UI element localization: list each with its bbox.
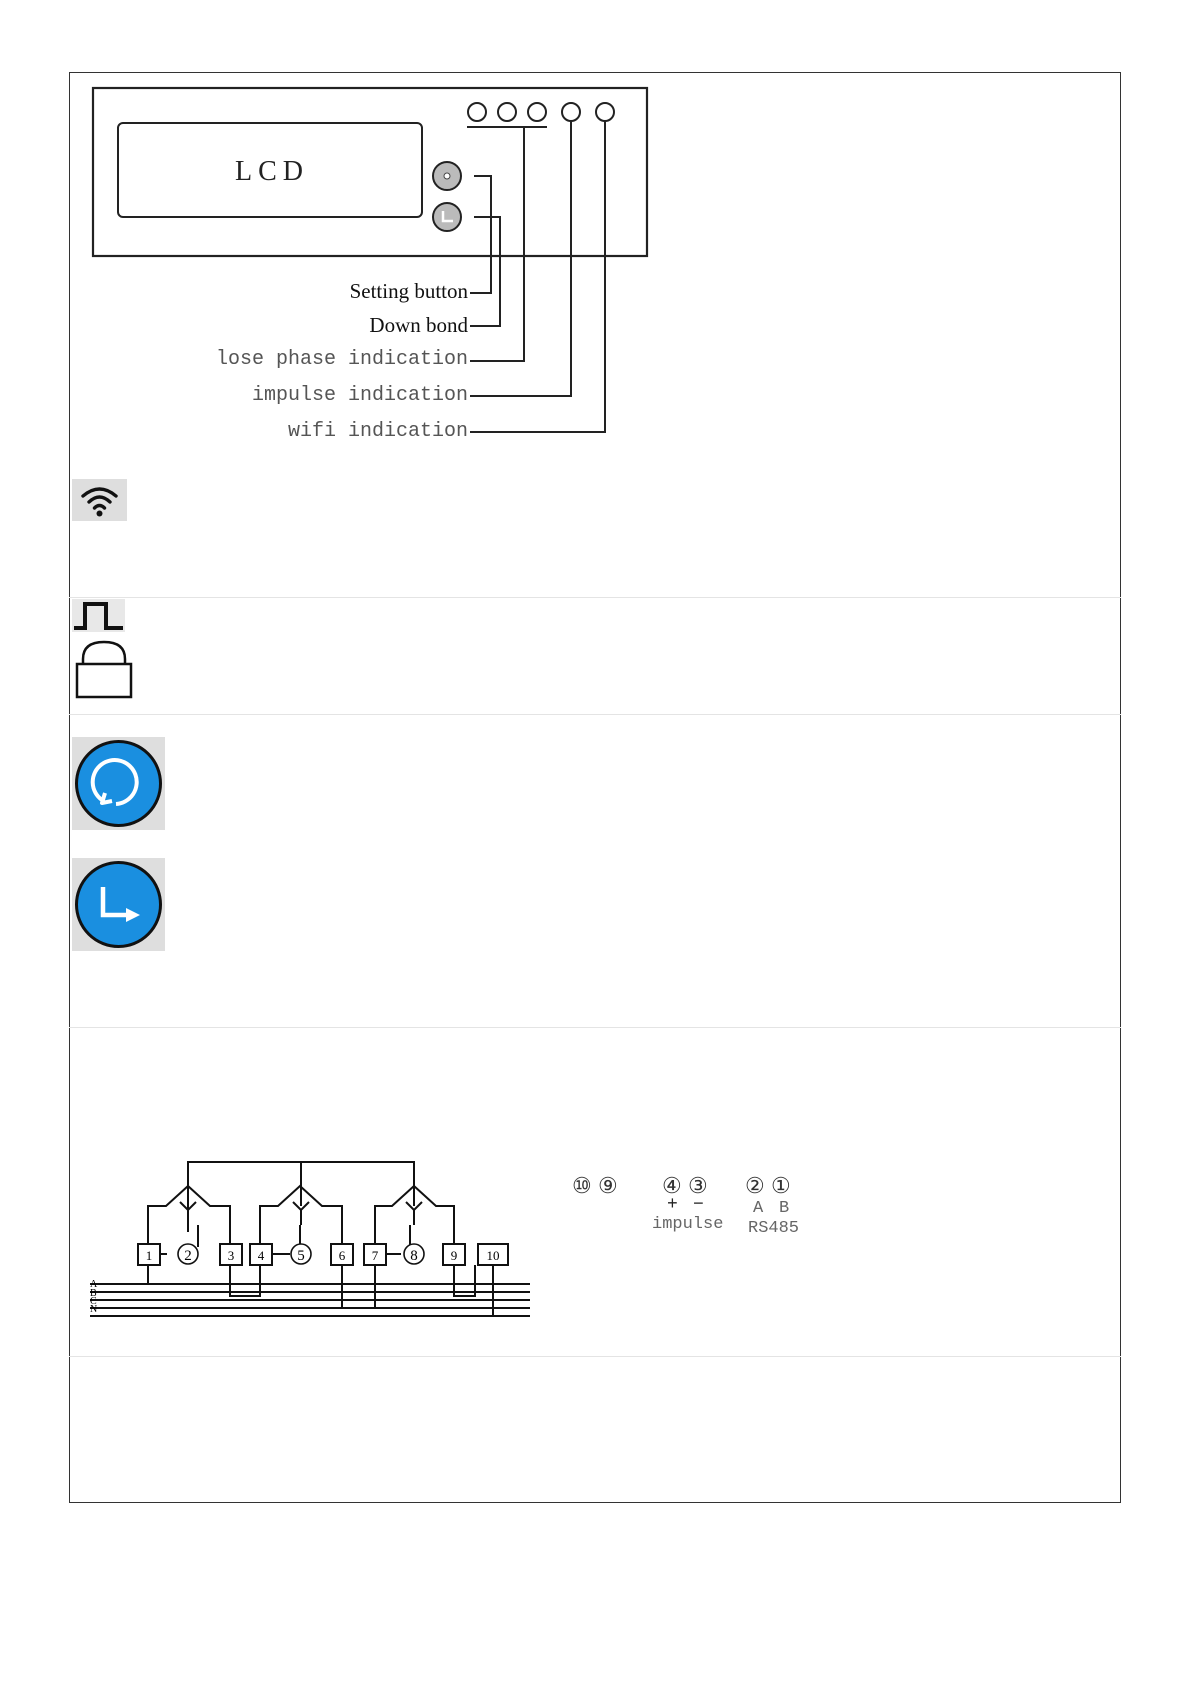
terminal-box-3	[220, 1244, 242, 1265]
terminal-box-1	[138, 1244, 160, 1265]
terminal-box-10	[478, 1244, 508, 1265]
terminal-box-7	[364, 1244, 386, 1265]
terminal-box-6	[331, 1244, 353, 1265]
label-lose-phase: lose phase indication	[215, 348, 468, 371]
label-setting-button: Setting button	[349, 279, 468, 303]
aux-terminal-4: ④	[662, 1175, 682, 1200]
phase-lamp-c	[528, 103, 546, 121]
svg-text:6: 6	[338, 1248, 346, 1263]
phase-label-c: C	[90, 1296, 97, 1307]
svg-text:1: 1	[145, 1248, 153, 1263]
svg-text:3: 3	[227, 1248, 235, 1263]
svg-text:9: 9	[450, 1248, 458, 1263]
svg-text:8: 8	[410, 1248, 418, 1264]
leader-down	[470, 217, 500, 326]
row-divider	[69, 597, 1121, 598]
row-divider	[69, 1356, 1121, 1357]
phase-lamp-b	[498, 103, 516, 121]
terminal-circle-2	[178, 1244, 198, 1264]
rs485-b-label: B	[779, 1199, 790, 1218]
wifi-lamp	[596, 103, 614, 121]
svg-text:2: 2	[184, 1248, 192, 1264]
phase-label-b: B	[90, 1288, 97, 1299]
leader-impulse	[470, 121, 571, 396]
pulse-icon	[72, 599, 125, 632]
aux-terminal-1: ①	[771, 1175, 791, 1200]
front-panel-diagram	[0, 0, 1192, 460]
rs485-a-label: A	[753, 1199, 764, 1218]
svg-text:5: 5	[297, 1248, 305, 1264]
terminal-box-9	[443, 1244, 465, 1265]
lock-icon	[74, 639, 134, 699]
wifi-icon	[72, 479, 127, 521]
row-divider	[69, 1027, 1121, 1028]
label-down-bond: Down bond	[369, 313, 468, 337]
impulse-label: impulse	[652, 1215, 724, 1234]
impulse-plus-sign: +	[667, 1195, 678, 1215]
svg-text:10: 10	[486, 1248, 500, 1263]
phase-label-n: N	[90, 1304, 98, 1315]
svg-text:7: 7	[371, 1248, 379, 1263]
terminal-circle-5	[291, 1244, 311, 1264]
down-button	[433, 203, 461, 231]
row-divider	[69, 714, 1121, 715]
leader-setting	[470, 176, 491, 293]
phase-lamp-a	[468, 103, 486, 121]
terminal-box-4	[250, 1244, 272, 1265]
down-button-icon	[72, 858, 165, 951]
rs485-label: RS485	[748, 1219, 800, 1238]
setting-button-icon	[72, 737, 165, 830]
wiring-diagram	[90, 1150, 540, 1330]
label-impulse: impulse indication	[251, 384, 468, 407]
impulse-minus-sign: −	[693, 1195, 704, 1215]
lcd-label: LCD	[235, 156, 309, 187]
aux-terminal-2: ②	[745, 1175, 765, 1200]
aux-terminal-9: ⑨	[598, 1175, 618, 1200]
phase-label-a: A	[90, 1279, 98, 1290]
terminal-circle-8	[404, 1244, 424, 1264]
aux-terminal-3: ③	[688, 1175, 708, 1200]
label-wifi: wifi indication	[287, 420, 468, 443]
aux-terminal-10: ⑩	[572, 1175, 592, 1200]
impulse-lamp	[562, 103, 580, 121]
svg-text:4: 4	[257, 1248, 265, 1263]
